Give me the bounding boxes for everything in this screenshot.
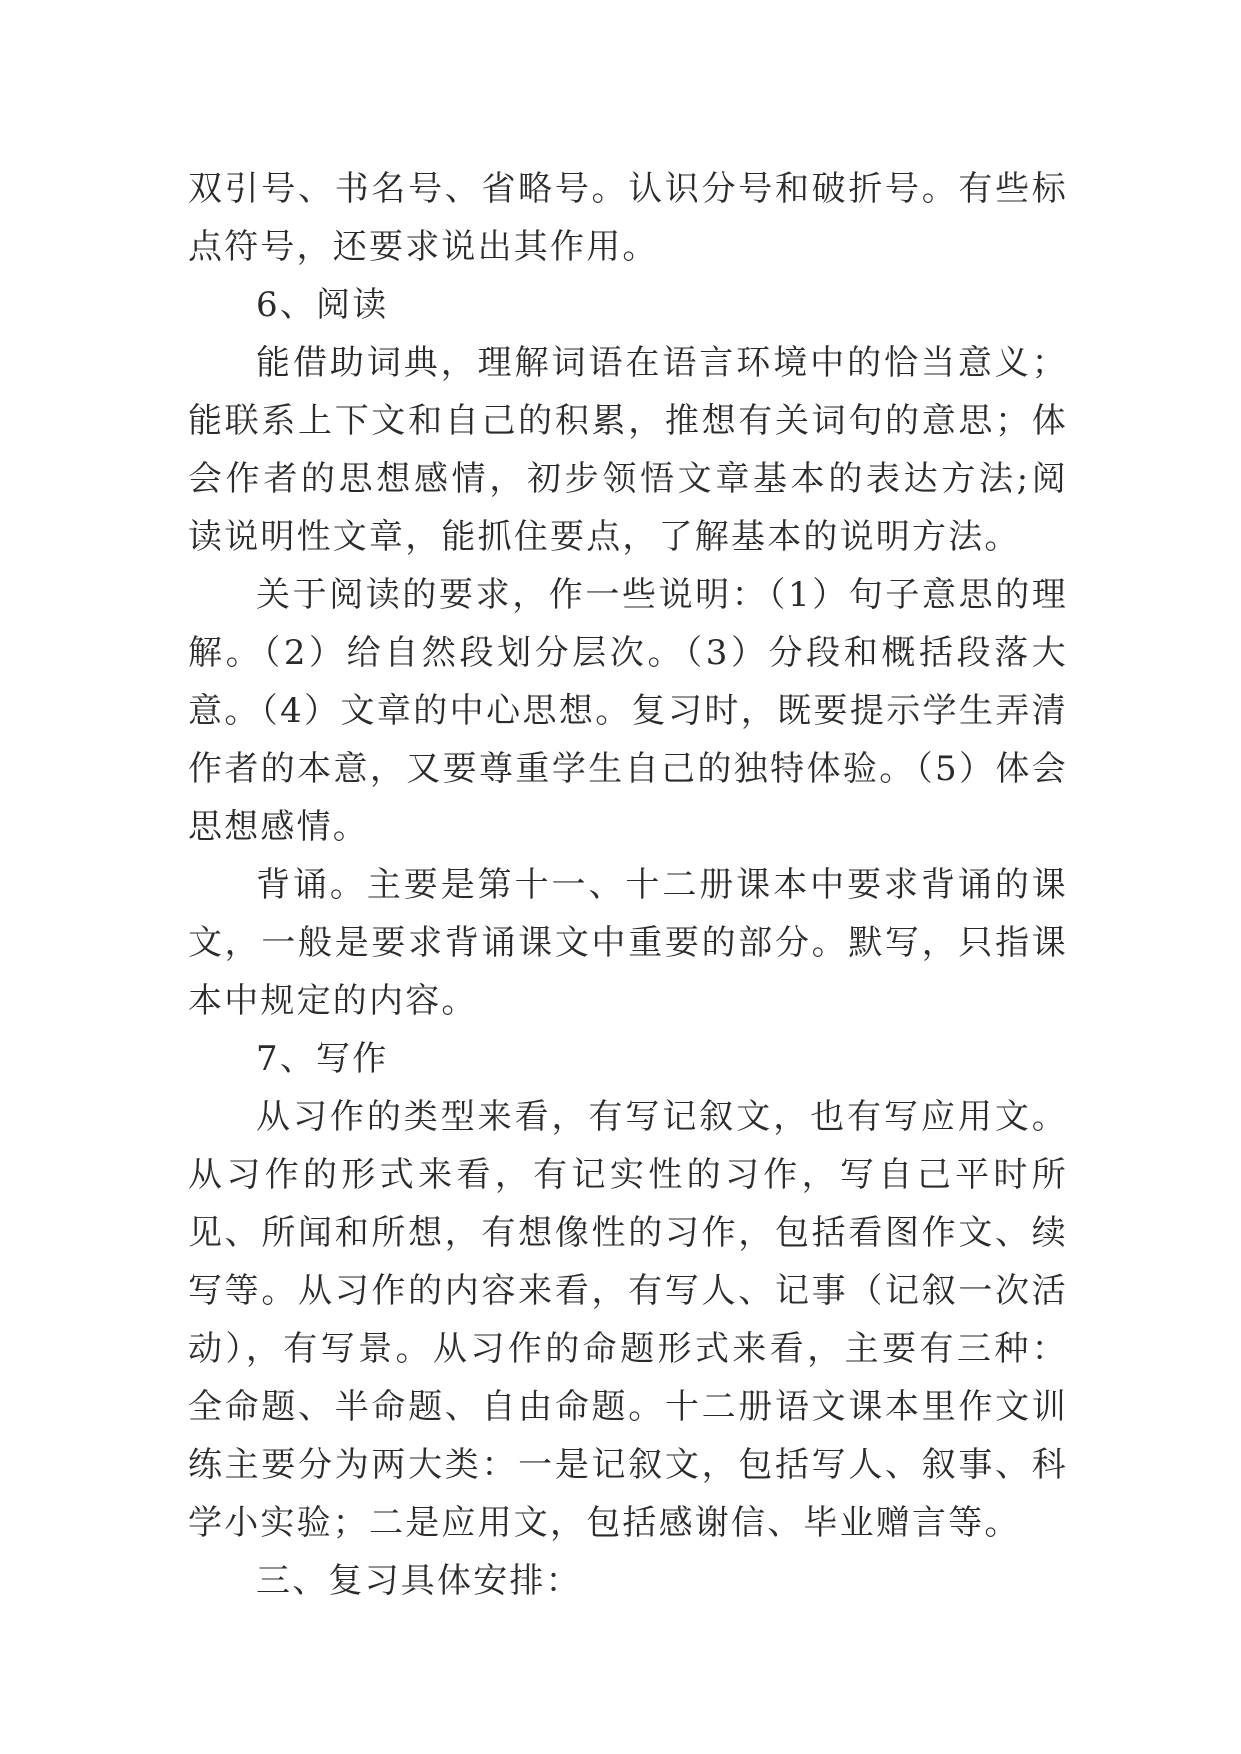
section-heading-writing: 7、写作 xyxy=(256,1039,389,1079)
document-body xyxy=(188,160,1068,1610)
paragraph-reading-goals: 能借助词典，理解词语在语言环境中的恰当意义；能联系上下文和自己的积累，推想有关词句的意思；体会作者的思想感情，初步领悟文章基本的表达方法;阅读说明性文章，能抓住要点，了解基本的说明方法。 xyxy=(188,343,1068,557)
section-heading-reading: 6、阅读 xyxy=(256,285,389,325)
section-heading-review-plan: 三、复习具体安排： xyxy=(256,1561,582,1601)
paragraph-reading-notes: 关于阅读的要求，作一些说明：（1）句子意思的理解。（2）给自然段划分层次。（3）分段和概括段落大意。（4）文章的中心思想。复习时，既要提示学生弄清作者的本意，又要尊重学生自己的独特体验。（5）体会思想感情。 xyxy=(188,575,1068,847)
paragraph-recitation: 背诵。主要是第十一、十二册课本中要求背诵的课文，一般是要求背诵课文中重要的部分。默写，只指课本中规定的内容。 xyxy=(188,865,1068,1021)
paragraph-writing-types: 从习作的类型来看，有写记叙文，也有写应用文。从习作的形式来看，有记实性的习作，写自己平时所见、所闻和所想，有想像性的习作，包括看图作文、续写等。从习作的内容来看，有写人、记事（记叙一次活动），有写景。从习作的命题形式来看，主要有三种：全命题、半命题、自由命题。十二册语文课本里作文训练主要分为两大类：一是记叙文，包括写人、叙事、科学小实验；二是应用文，包括感谢信、毕业赠言等。 xyxy=(188,1097,1068,1543)
paragraph-punctuation-continued: 双引号、书名号、省略号。认识分号和破折号。有些标点符号，还要求说出其作用。 xyxy=(188,169,1068,267)
